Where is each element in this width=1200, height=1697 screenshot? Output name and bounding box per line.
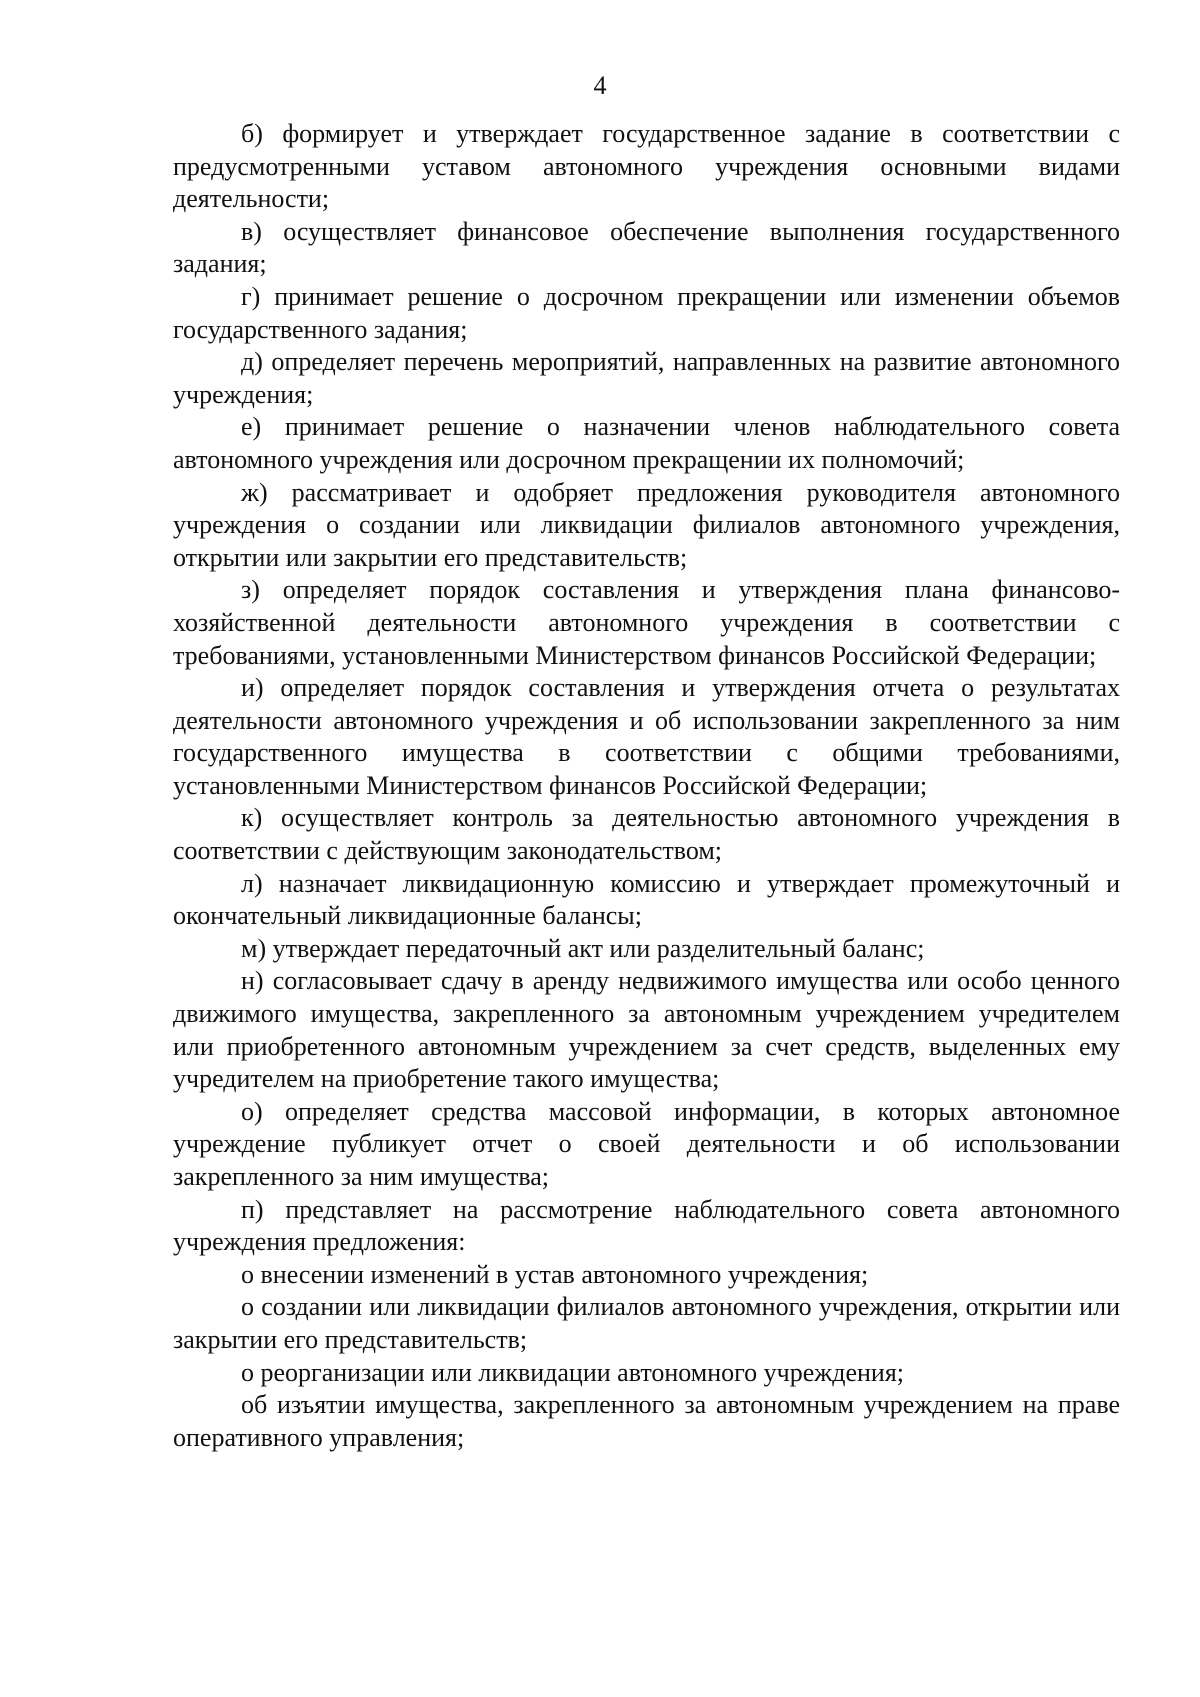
paragraph-m: м) утверждает передаточный акт или разделительный баланс;	[241, 933, 925, 963]
page-number: 4	[593, 71, 607, 100]
paragraph-z: з) определяет порядок составления и утверждения плана финансово-хозяйственной деятельности автономного учреждения в соответствии с требованиями, установленными Министерством финансов Российской Федерации;	[173, 575, 1120, 670]
paragraph-o: о) определяет средства массовой информации, в которых автономное учреждение публикует отчет о своей деятельности и об использовании закрепленного за ним имущества;	[173, 1096, 1120, 1191]
paragraph-p-item-2: о создании или ликвидации филиалов автономного учреждения, открытии или закрытии его представительств;	[173, 1292, 1120, 1354]
paragraph-zh: ж) рассматривает и одобряет предложения руководителя автономного учреждения о создании или ликвидации филиалов автономного учреждения, открытии или закрытии его представительств;	[173, 477, 1120, 572]
paragraph-k: к) осуществляет контроль за деятельностью автономного учреждения в соответствии с действующим законодательством;	[173, 803, 1120, 866]
paragraph-b: б) формирует и утверждает государственное задание в соответствии с предусмотренными уставом автономного учреждения основными видами деятельности;	[173, 119, 1120, 214]
paragraph-p: п) представляет на рассмотрение наблюдательного совета автономного учреждения предложения:	[173, 1194, 1120, 1257]
paragraph-p-item-4: об изъятии имущества, закрепленного за автономным учреждением на праве оперативного управления;	[173, 1390, 1120, 1452]
paragraph-p-item-3: о реорганизации или ликвидации автономного учреждения;	[241, 1357, 904, 1387]
paragraph-n: н) согласовывает сдачу в аренду недвижимого имущества или особо ценного движимого имущества, закрепленного за автономным учреждением учредителем или приобретенного автономным учреждением за счет средств, выделенных ему учредителем на приобретение такого имущества;	[173, 966, 1120, 1094]
document-body	[173, 118, 1120, 1454]
paragraph-p-item-1: о внесении изменений в устав автономного учреждения;	[241, 1259, 869, 1289]
paragraph-g: г) принимает решение о досрочном прекращении или изменении объемов государственного задания;	[173, 281, 1120, 344]
paragraph-d: д) определяет перечень мероприятий, направленных на развитие автономного учреждения;	[173, 347, 1120, 409]
paragraph-e: е) принимает решение о назначении членов наблюдательного совета автономного учреждения или досрочном прекращении их полномочий;	[173, 412, 1120, 474]
paragraph-i: и) определяет порядок составления и утверждения отчета о результатах деятельности автономного учреждения и об использовании закрепленного за ним государственного имущества в соответствии с общими требованиями, установленными Министерством финансов Российской Федерации;	[173, 673, 1120, 800]
paragraph-l: л) назначает ликвидационную комиссию и утверждает промежуточный и окончательный ликвидационные балансы;	[173, 868, 1120, 931]
paragraph-v: в) осуществляет финансовое обеспечение выполнения государственного задания;	[173, 216, 1120, 279]
